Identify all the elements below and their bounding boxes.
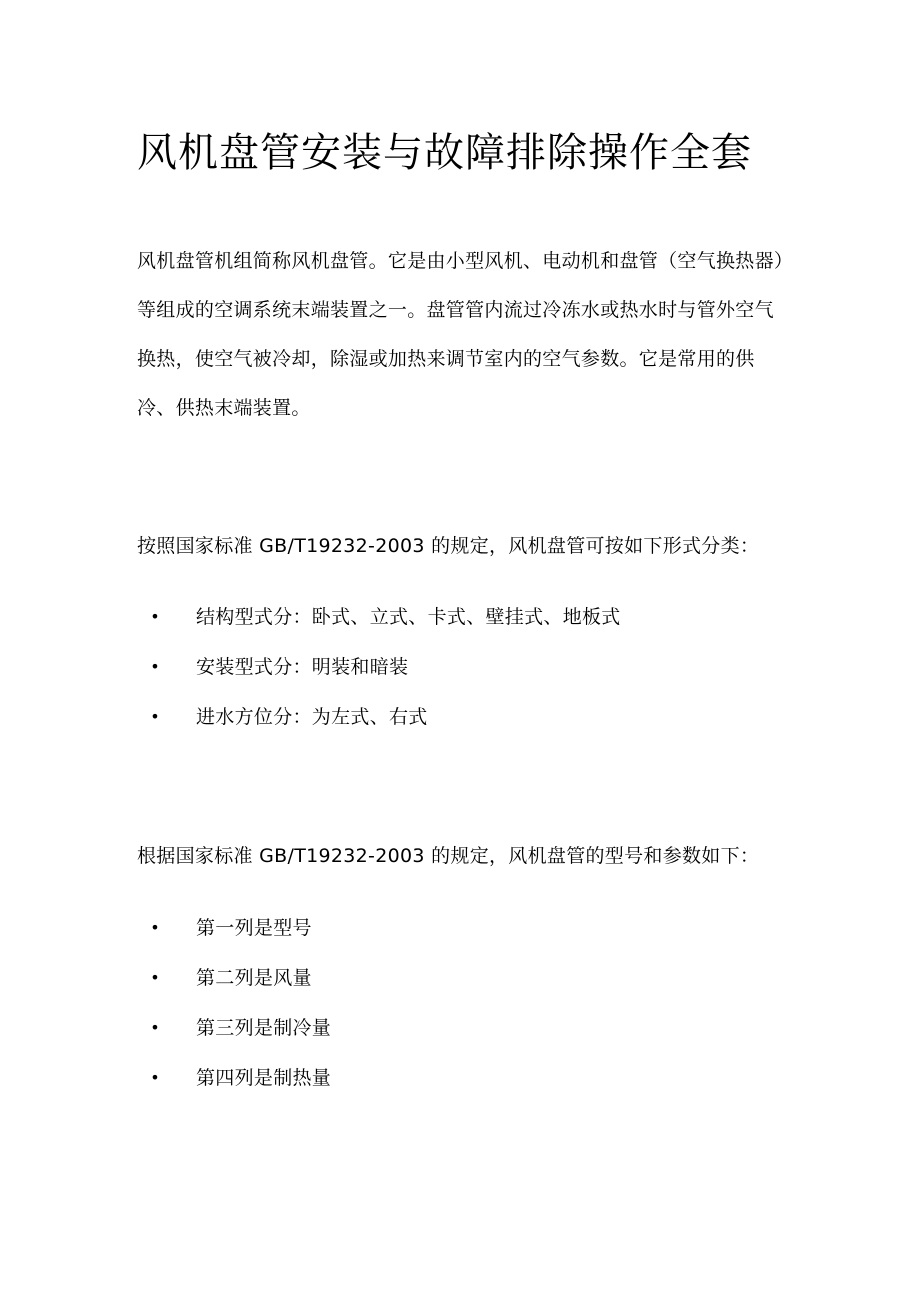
bullet-icon: • <box>150 607 160 626</box>
bullet-icon: • <box>150 1068 160 1087</box>
parameters-lead: 根据国家标准 GB/T19232-2003 的规定，风机盘管的型号和参数如下： <box>137 845 760 867</box>
list-item-text: 安装型式分：明装和暗装 <box>196 656 409 678</box>
bullet-icon: • <box>150 707 160 726</box>
bullet-icon: • <box>150 968 160 987</box>
intro-paragraph: 风机盘管机组简称风机盘管。它是由小型风机、电动机和盘管（空气换热器）等组成的空调系统末端装置之一。盘管管内流过冷冻水或热水时与管外空气换热，使空气被冷却，除湿或加热来调节室内的空气参数。它是常用的供冷、供热末端装置。 <box>137 250 784 419</box>
list-item-text: 结构型式分：卧式、立式、卡式、壁挂式、地板式 <box>196 606 621 628</box>
bullet-icon: • <box>150 918 160 937</box>
bullet-icon: • <box>150 657 160 676</box>
list-item-text: 第四列是制热量 <box>196 1067 332 1089</box>
list-item-text: 第二列是风量 <box>196 967 312 989</box>
classification-lead: 按照国家标准 GB/T19232-2003 的规定，风机盘管可按如下形式分类： <box>137 535 760 557</box>
document-title: 风机盘管安装与故障排除操作全套 <box>137 130 752 176</box>
list-item-text: 进水方位分：为左式、右式 <box>196 706 428 728</box>
bullet-icon: • <box>150 1018 160 1037</box>
list-item-text: 第三列是制冷量 <box>196 1017 332 1039</box>
list-item-text: 第一列是型号 <box>196 917 312 939</box>
